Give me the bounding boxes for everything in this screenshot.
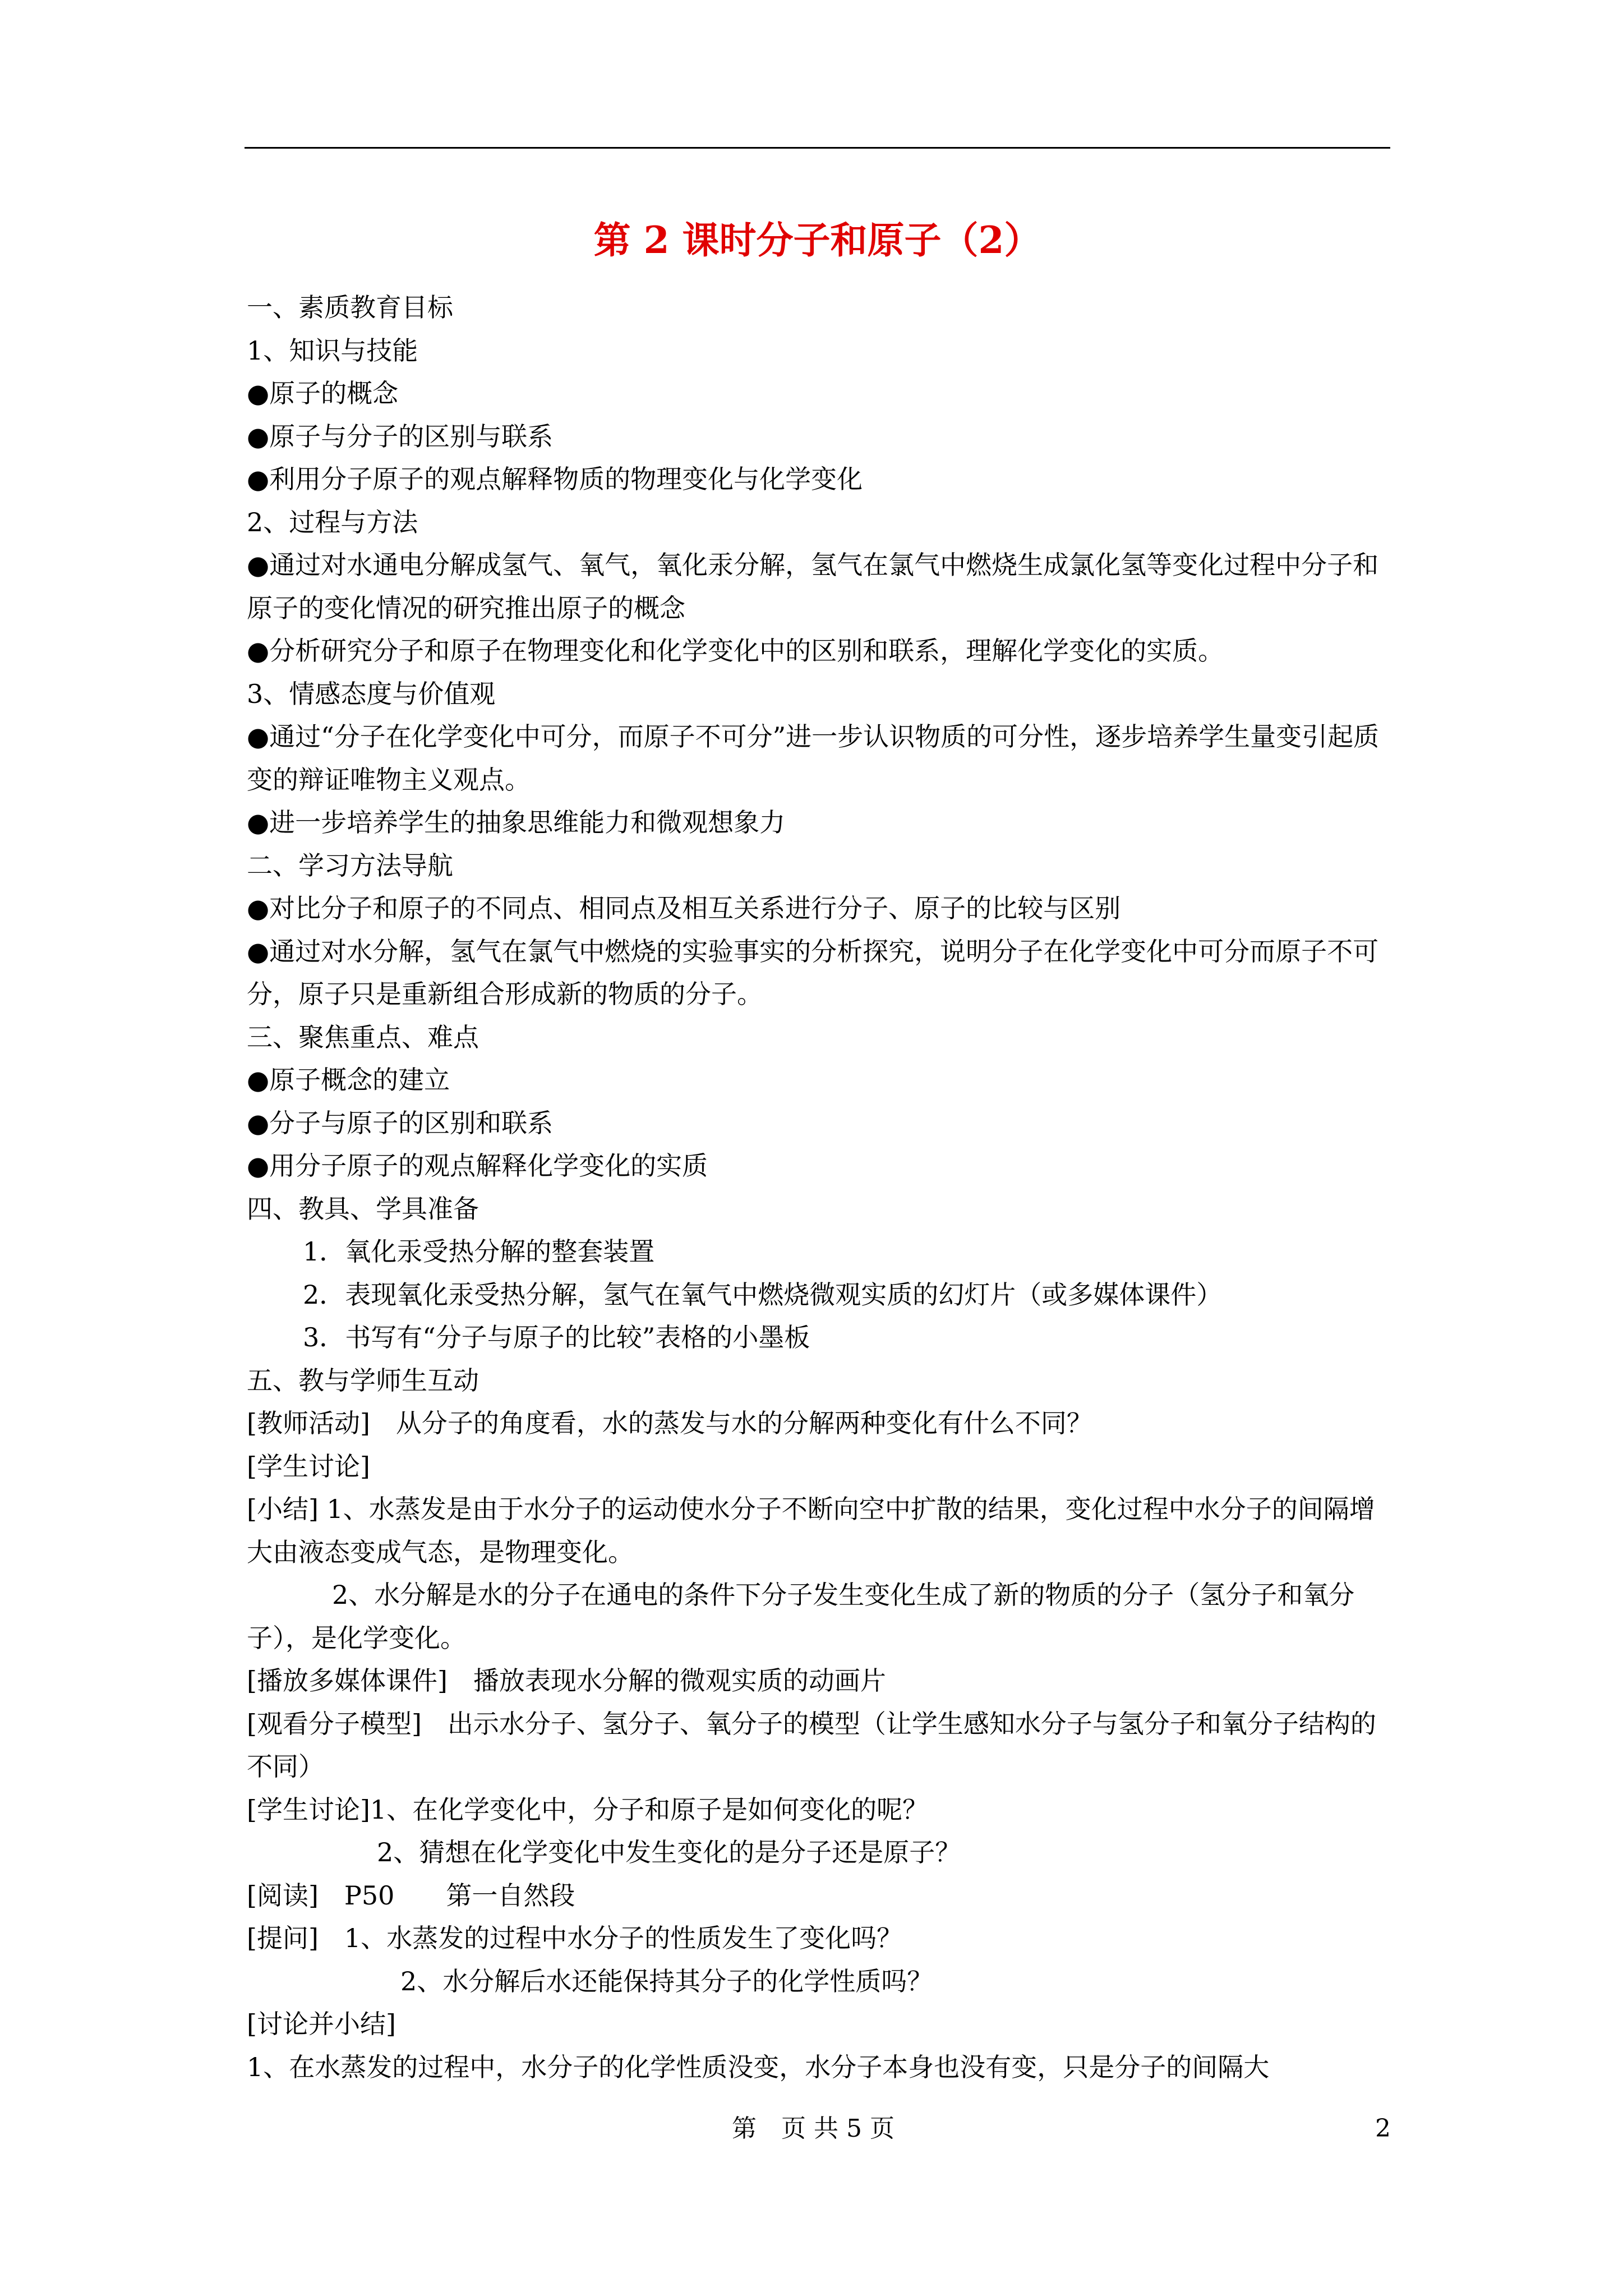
paragraph: 2、水分解后水还能保持其分子的化学性质吗？ [400, 1966, 933, 1996]
paragraph: [学生讨论]1、在化学变化中，分子和原子是如何变化的呢？ [247, 1794, 929, 1825]
paragraph: ●通过“分子在化学变化中可分，而原子不可分”进一步认识物质的可分性，逐步培养学生量变引起质变的辩证唯物主义观点。 [247, 721, 1380, 795]
paragraph: ●通过对水分解，氢气在氯气中燃烧的实验事实的分析探究，说明分子在化学变化中可分而原子不可分，原子只是重新组合形成新的物质的分子。 [247, 936, 1379, 1009]
paragraph: [讨论并小结] [247, 2009, 396, 2039]
paragraph: ●分析研究分子和原子在物理变化和化学变化中的区别和联系，理解化学变化的实质。 [247, 636, 1224, 666]
paragraph: 2、过程与方法 [247, 507, 418, 537]
paragraph: ●分子与原子的区别和联系 [247, 1107, 554, 1138]
paragraph: 2．表现氧化汞受热分解，氢气在氧气中燃烧微观实质的幻灯片（或多媒体课件） [303, 1279, 1223, 1310]
paragraph: ●原子的概念 [247, 378, 399, 408]
paragraph: ●利用分子原子的观点解释物质的物理变化与化学变化 [247, 464, 863, 494]
paragraph: 3、情感态度与价值观 [247, 678, 496, 709]
paragraph: ●原子与分子的区别与联系 [247, 421, 554, 452]
paragraph: [小结] 1、水蒸发是由于水分子的运动使水分子不断向空中扩散的结果，变化过程中水分子的间隔增大由液态变成气态，是物理变化。 [247, 1494, 1375, 1567]
paragraph: [观看分子模型] 出示水分子、氢分子、氧分子的模型（让学生感知水分子与氢分子和氧分子结构的不同） [247, 1708, 1376, 1782]
paragraph: 四、教具、学具准备 [247, 1193, 479, 1224]
paragraph: [播放多媒体课件] 播放表现水分解的微观实质的动画片 [247, 1665, 886, 1696]
paragraph: 五、教与学师生互动 [247, 1365, 479, 1396]
footer-page-info: 第 页 共 5 页 [732, 2114, 895, 2143]
paragraph: 二、学习方法导航 [247, 850, 453, 881]
footer-page-number: 2 [1375, 2114, 1391, 2143]
paragraph: 1、在水蒸发的过程中，水分子的化学性质没变，水分子本身也没有变，只是分子的间隔大 [247, 2051, 1270, 2082]
paragraph: 3．书写有“分子与原子的比较”表格的小墨板 [303, 1322, 810, 1352]
paragraph: [阅读] P50 第一自然段 [247, 1880, 575, 1911]
paragraph: 一、素质教育目标 [247, 292, 453, 323]
paragraph: 1．氧化汞受热分解的整套装置 [303, 1236, 655, 1267]
paragraph: ●进一步培养学生的抽象思维能力和微观想象力 [247, 807, 786, 838]
paragraph: [提问] 1、水蒸发的过程中水分子的性质发生了变化吗？ [247, 1923, 903, 1953]
paragraph: [教师活动] 从分子的角度看，水的蒸发与水的分解两种变化有什么不同？ [247, 1408, 1092, 1438]
paragraph: 2、水分解是水的分子在通电的条件下分子发生变化生成了新的物质的分子（氢分子和氧分子），是化学变化。 [247, 1580, 1355, 1653]
paragraph: ●通过对水通电分解成氢气、氧气，氧化汞分解，氢气在氯气中燃烧生成氯化氢等变化过程中分子和原子的变化情况的研究推出原子的概念 [247, 550, 1379, 623]
document-body [247, 286, 1391, 2088]
paragraph: ●对比分子和原子的不同点、相同点及相互关系进行分子、原子的比较与区别 [247, 893, 1121, 923]
paragraph: 2、猜想在化学变化中发生变化的是分子还是原子？ [377, 1837, 961, 1867]
document-title: 第 2 课时分子和原子（2） [593, 218, 1041, 262]
header-rule [245, 147, 1390, 149]
paragraph: [学生讨论] [247, 1451, 370, 1481]
paragraph: 三、聚焦重点、难点 [247, 1022, 479, 1052]
paragraph: ●用分子原子的观点解释化学变化的实质 [247, 1151, 708, 1181]
paragraph: 1、知识与技能 [247, 335, 418, 366]
paragraph: ●原子概念的建立 [247, 1065, 450, 1095]
